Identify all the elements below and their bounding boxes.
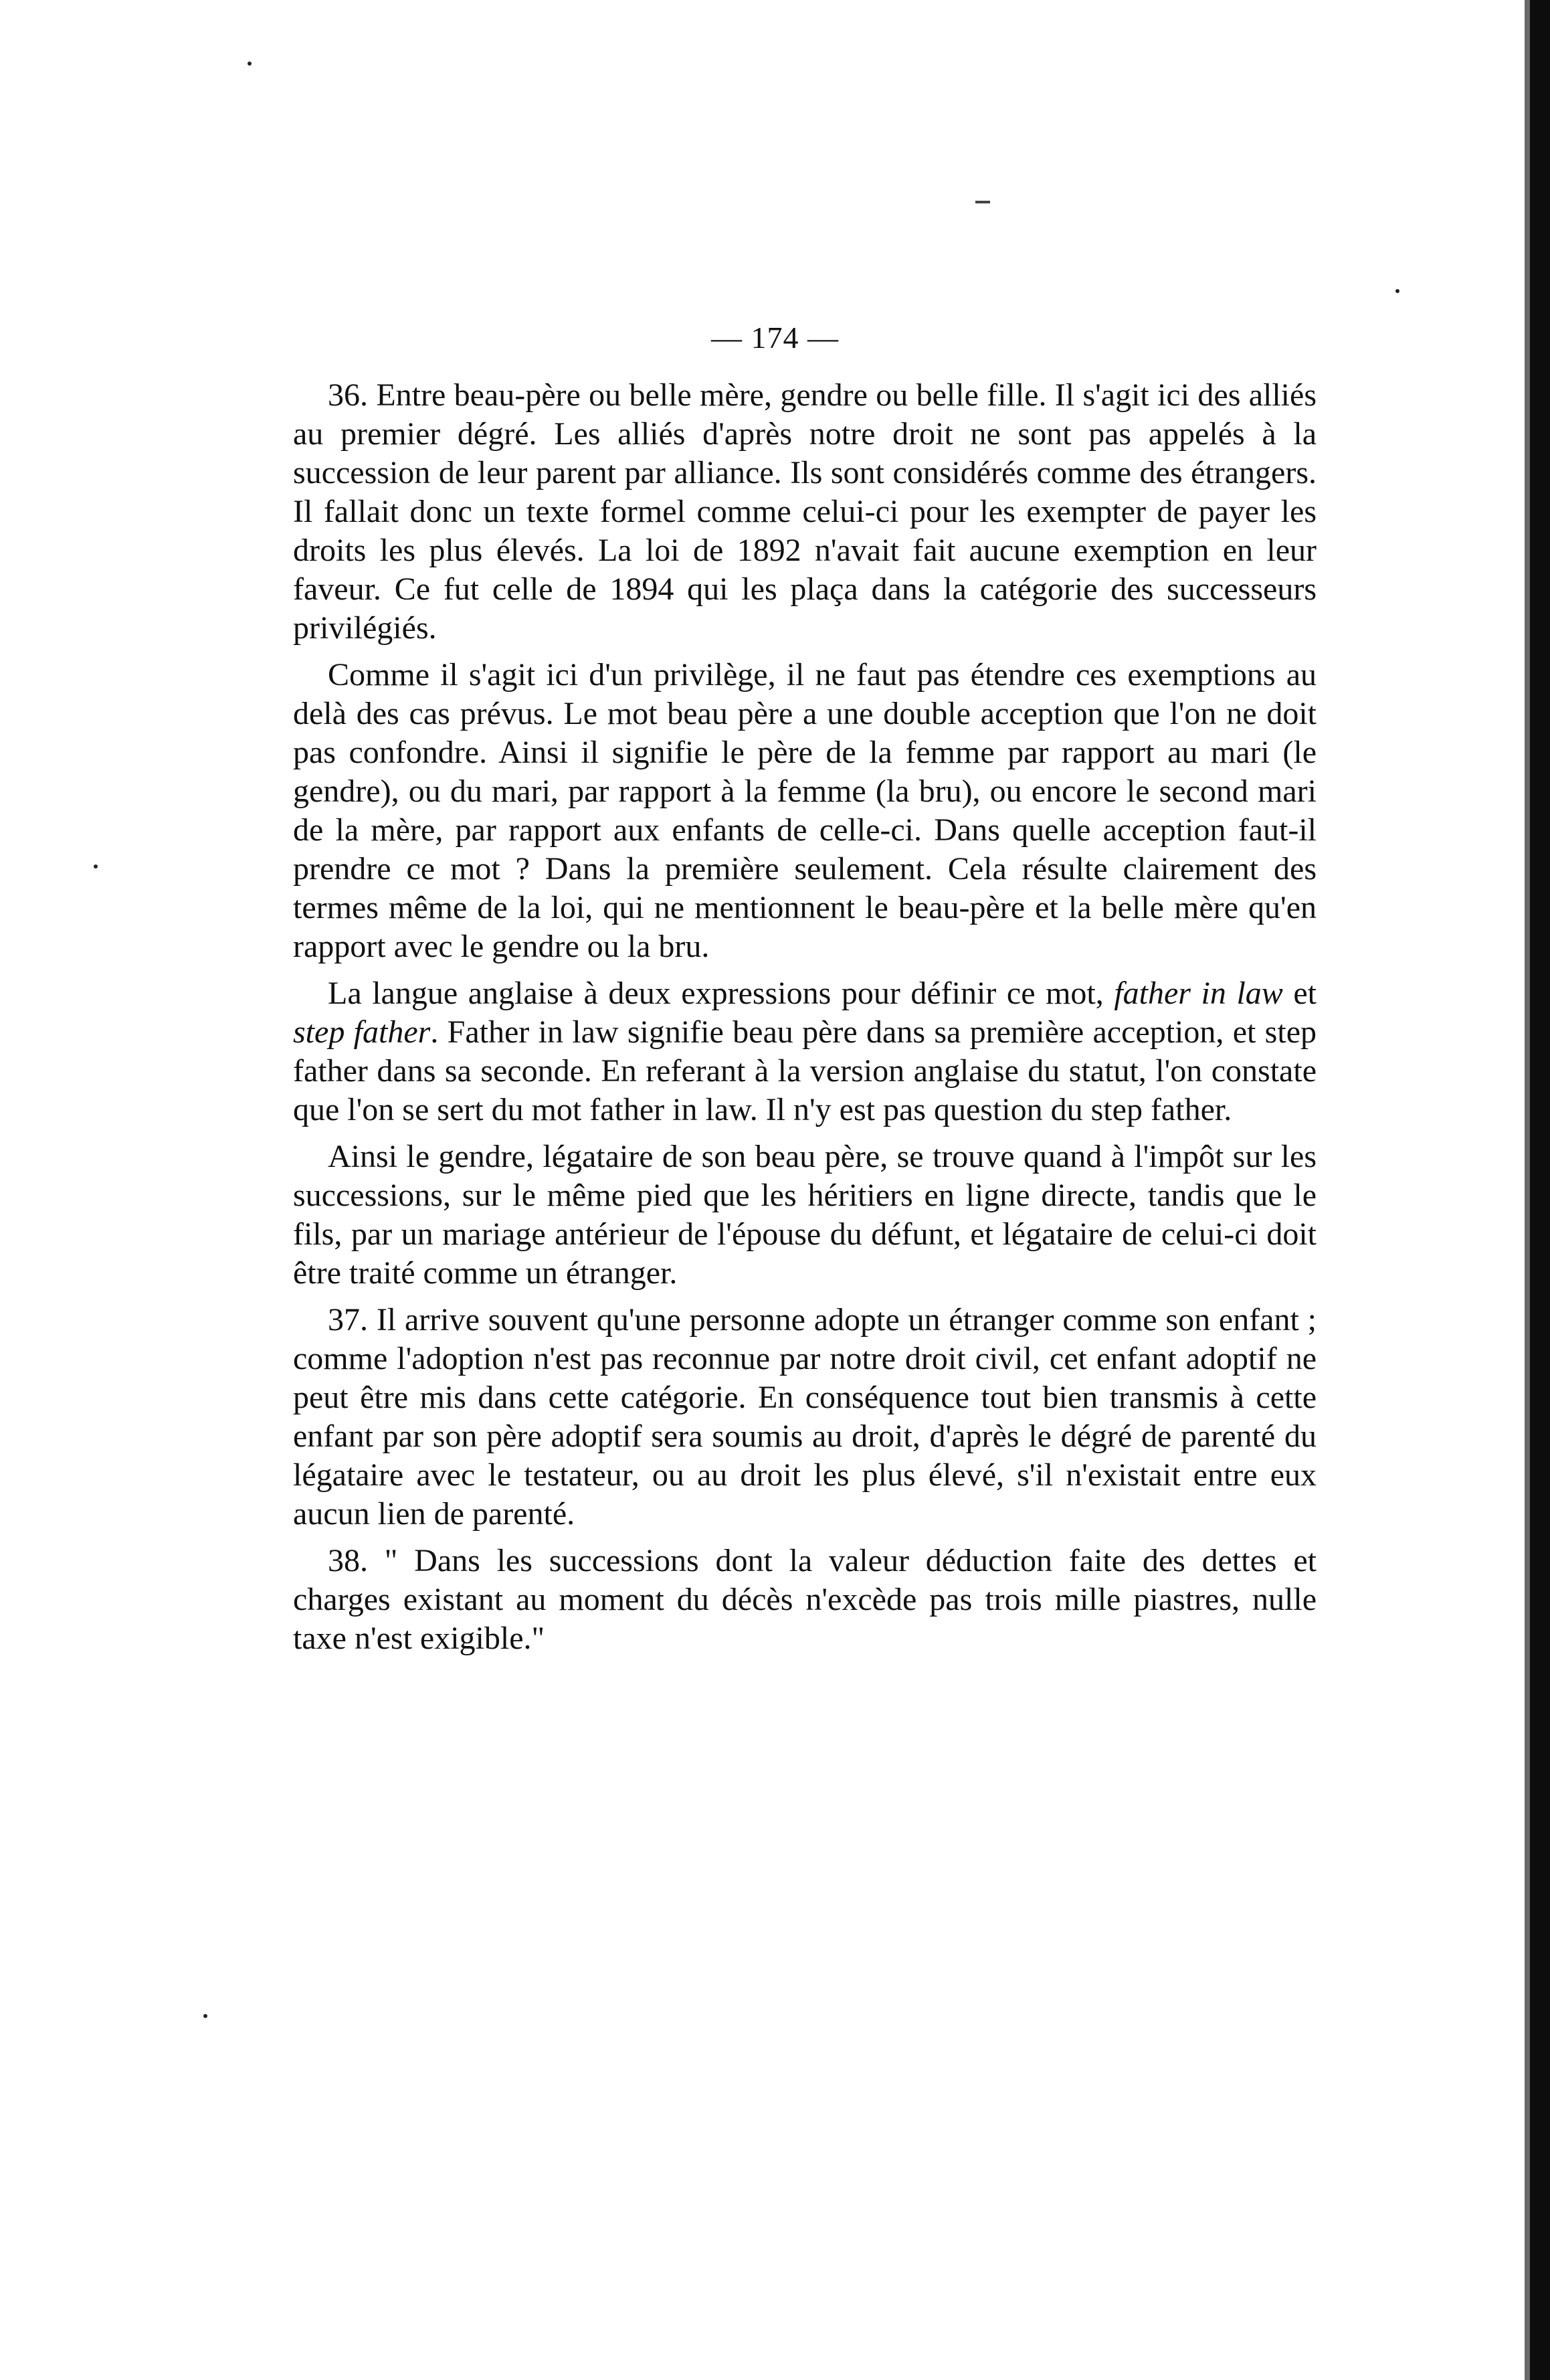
paragraph-37: 37. Il arrive souvent qu'une personne adopte un étranger comme son enfant ; comme l'adoption n'est pas reconnue par notre droit civil, cet enfant adoptif ne peut être mis dans cette catégorie. En conséquence tout bien transmis à cette enfant par son père adoptif sera soumis au droit, d'après le dégré de parenté du légataire avec le testateur, ou au droit les plus élevé, s'il n'existait entre eux aucun lien de parenté. xyxy=(293,1302,1317,1532)
paragraph-36-english-terms xyxy=(293,974,1317,1129)
paragraph-36: 36. Entre beau-père ou belle mère, gendre ou belle fille. Il s'agit ici des alliés au premier dégré. Les alliés d'après notre droit ne sont pas appelés à la succession de leur parent par alliance. Ils sont considérés comme des étrangers. Il fallait donc un texte formel comme celui-ci pour les exempter de payer les droits les plus élevés. La loi de 1892 n'avait fait aucune exemption en leur faveur. Ce fut celle de 1894 qui les plaça dans la catégorie des successeurs privilégiés. xyxy=(293,377,1317,646)
ink-speck xyxy=(94,864,98,868)
page-edge-shadow xyxy=(1525,0,1530,2380)
paragraph-36-privilege: Comme il s'agit ici d'un privilège, il ne faut pas étendre ces exemptions au delà des cas prévus. Le mot beau père a une double acception que l'on ne doit pas confondre. Ainsi il signifie le père de la femme par rapport au mari (le gendre), ou du mari, par rapport à la femme (la bru), ou encore le second mari de la mère, par rapport aux enfants de celle-ci. Dans quelle acception faut-il prendre ce mot ? Dans la première seulement. Cela résulte clairement des termes même de la loi, qui ne mentionnent le beau-père et la belle mère qu'en rapport avec le gendre ou la bru. xyxy=(293,657,1317,964)
ink-speck xyxy=(1395,289,1399,293)
paragraph-text: . Father in law signifie beau père dans sa première acception, et step father dans sa seconde. En referant à la version anglaise du statut, l'on constate que l'on se sert du mot father in law. Il n'y est pas question du step father. xyxy=(293,1014,1317,1127)
ink-speck xyxy=(203,2014,207,2018)
ink-speck xyxy=(248,62,252,66)
italic-term: step father xyxy=(293,1014,431,1050)
italic-term: father in law xyxy=(1114,976,1283,1011)
body-text xyxy=(293,376,1317,1666)
paragraph-text: et xyxy=(1282,976,1317,1011)
paragraph-38: 38. " Dans les successions dont la valeur déduction faite des dettes et charges existant au moment du décès n'excède pas trois mille piastres, nulle taxe n'est exigible." xyxy=(293,1543,1317,1656)
page-edge-binding xyxy=(1530,0,1550,2380)
ink-dash xyxy=(975,201,990,203)
paragraph-text: La langue anglaise à deux expressions pour définir ce mot, xyxy=(328,976,1115,1011)
paragraph-36-gendre: Ainsi le gendre, légataire de son beau père, se trouve quand à l'impôt sur les successions, sur le même pied que les héritiers en ligne directe, tandis que le fils, par un mariage antérieur de l'épouse du défunt, et légataire de celui-ci doit être traité comme un étranger. xyxy=(293,1139,1317,1291)
page-number: — 174 — xyxy=(711,321,839,355)
